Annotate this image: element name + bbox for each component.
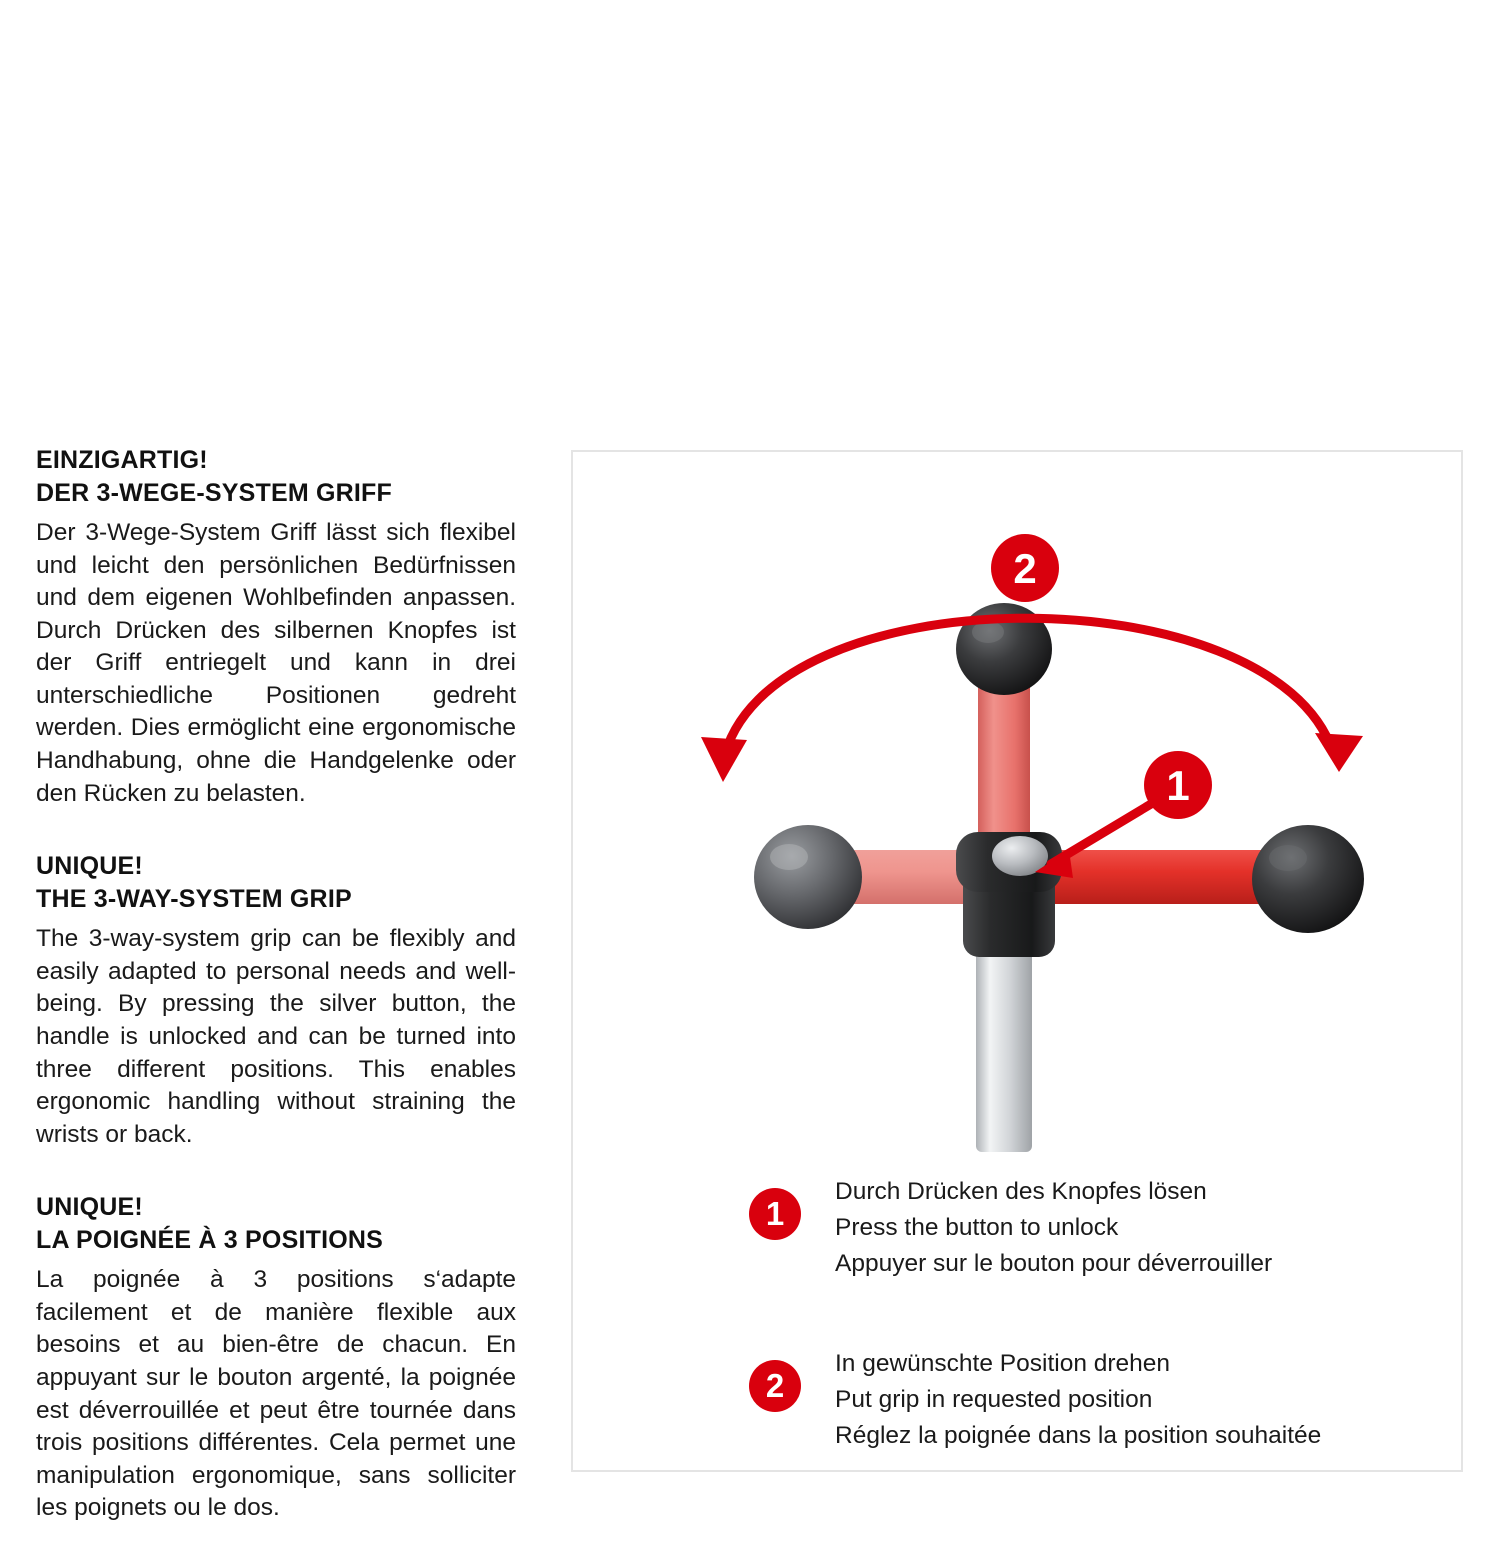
knob-left	[754, 825, 862, 929]
section-heading-english	[36, 850, 516, 915]
heading-line-2: DER 3-WEGE-SYSTEM GRIFF	[36, 478, 393, 507]
section-english	[36, 850, 516, 1151]
callout-2-label: 2	[1013, 545, 1037, 592]
section-body-french: La poignée à 3 positions s‘adapte facilement et de manière flexible aux besoins et au bien-être de chacun. En appuyant sur le bouton argenté, la poignée est déverrouillée et peut être tournée dans trois positions différentes. Cela permet une manipulation ergonomique, sans solliciter les poignets ou le dos.	[36, 1266, 516, 1522]
legend-badge-1: 1	[749, 1188, 801, 1240]
legend-item-2	[749, 1346, 1449, 1454]
knob-right	[1252, 825, 1364, 933]
legend-text-1-fr: Appuyer sur le bouton pour déverrouiller	[835, 1250, 1273, 1277]
legend-text-2-de: In gewünschte Position drehen	[835, 1350, 1171, 1377]
section-heading-german	[36, 444, 516, 509]
illustration-panel	[571, 450, 1463, 1472]
grip-illustration	[573, 452, 1465, 1152]
legend-badge-2: 2	[749, 1360, 801, 1412]
section-german	[36, 444, 516, 810]
legend-text-1-de: Durch Drücken des Knopfes lösen	[835, 1178, 1207, 1205]
section-french	[36, 1191, 516, 1525]
heading-line-1: UNIQUE!	[36, 1193, 143, 1222]
callout-1-label: 1	[1166, 762, 1190, 809]
legend-text-2	[835, 1346, 1321, 1454]
legend-text-1-en: Press the button to unlock	[835, 1214, 1119, 1241]
arrow-head-right	[1315, 733, 1363, 772]
legend-text-1	[835, 1174, 1272, 1282]
section-body-english: The 3-way-system grip can be flexibly and easily adapted to personal needs and well-being. By pressing the silver button, the handle is unlocked and can be turned into three different positions. This enables ergonomic handling without straining the wrists or back.	[36, 925, 516, 1148]
heading-line-2: LA POIGNÉE À 3 POSITIONS	[36, 1225, 383, 1254]
legend-item-1	[749, 1174, 1449, 1282]
legend-text-2-en: Put grip in requested position	[835, 1386, 1153, 1413]
heading-line-1: UNIQUE!	[36, 852, 143, 881]
arrow-head-left	[701, 737, 747, 782]
section-body-german: Der 3-Wege-System Griff lässt sich flexibel und leicht den persönlichen Bedürfnissen und dem eigenen Wohlbefinden anpassen. Durch Drücken des silbernen Knopfes ist der Griff entriegelt und kann in drei unterschiedliche Positionen gedreht werden. Dies ermöglicht eine ergonomische Handhabung, ohne die Handgelenke oder den Rücken zu belasten.	[36, 519, 516, 807]
legend-list	[749, 1174, 1449, 1454]
callout-badge-2	[991, 534, 1059, 602]
section-heading-french	[36, 1191, 516, 1256]
description-column	[36, 444, 516, 1549]
legend-text-2-fr: Réglez la poignée dans la position souhaitée	[835, 1422, 1322, 1449]
heading-line-2: THE 3-WAY-SYSTEM GRIP	[36, 884, 352, 913]
callout-badge-1	[1144, 751, 1212, 819]
heading-line-1: EINZIGARTIG!	[36, 446, 208, 474]
